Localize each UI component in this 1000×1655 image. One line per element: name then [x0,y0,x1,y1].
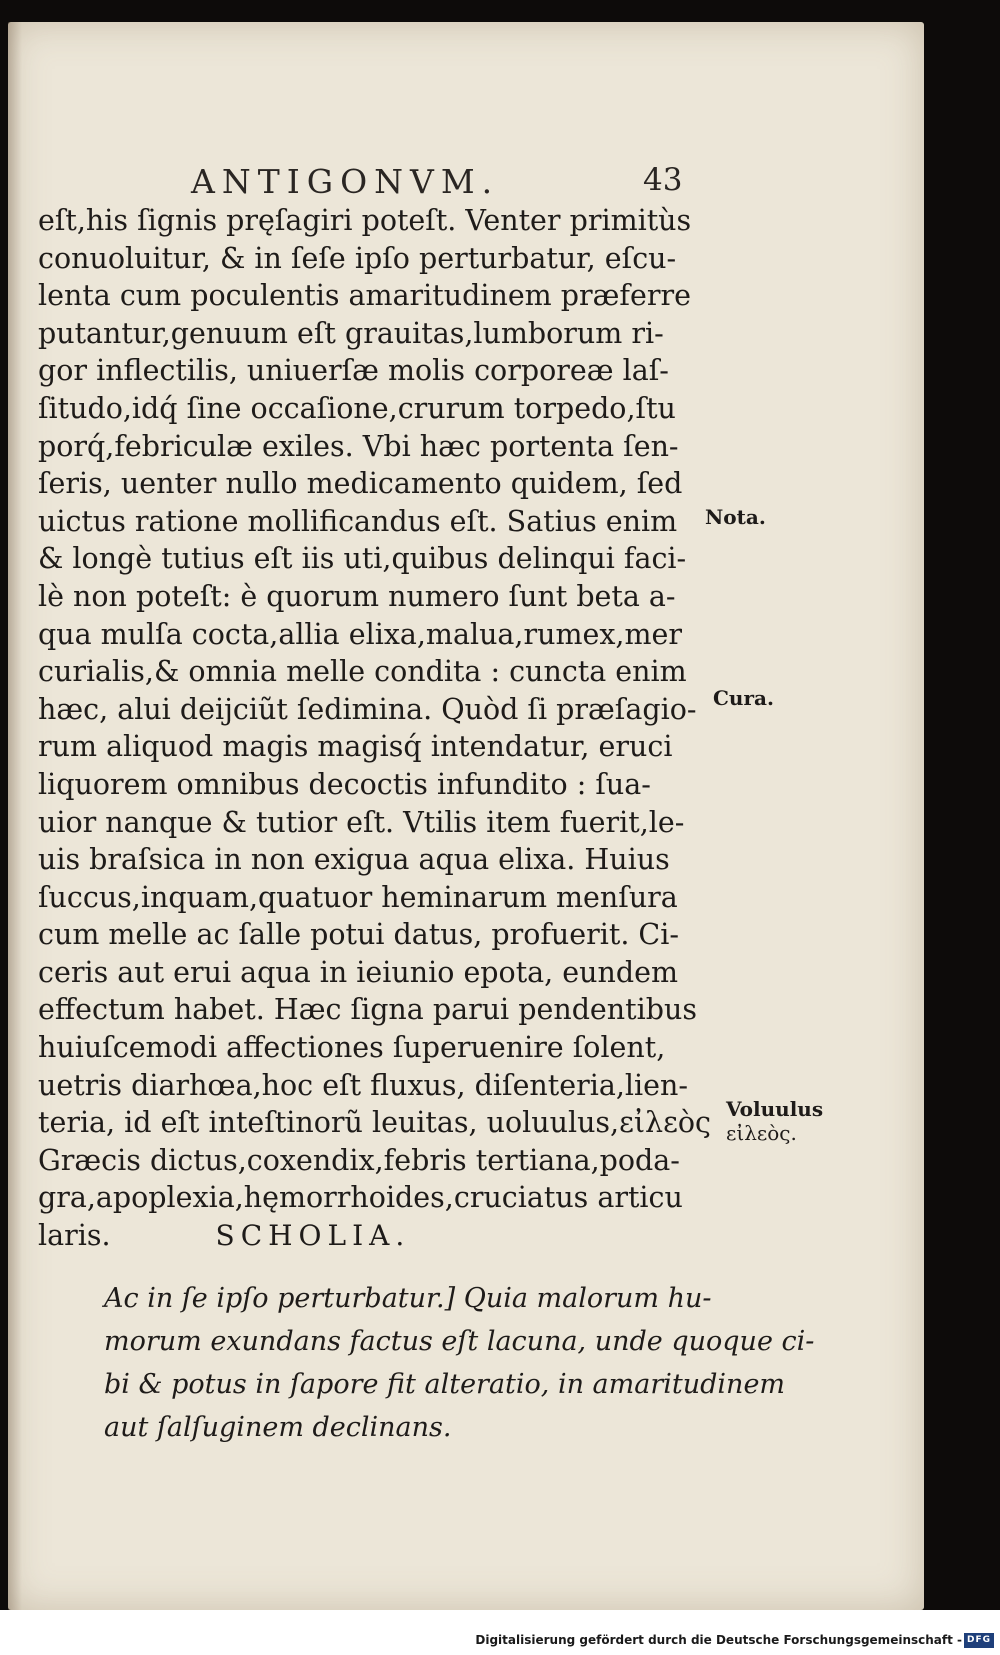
text-line: putantur,genuum eſt grauitas,lumborum ri- [38,316,664,350]
margin-note-cura: Cura. [713,686,774,710]
text-line: liquorem omnibus decoctis infundito : ſua- [38,767,651,801]
text-line: ſitudo,idq́ ſine occaſione,crurum torpedo,ſtu [38,391,676,425]
text-line: uictus ratione mollificandus eſt. Satius enim [38,504,678,538]
scholia-line: morum exundans factus eſt lacuna, unde quoque ci- [104,1326,815,1357]
text-line: conuoluitur, & in ſeſe ipſo perturbatur, eſcu- [38,241,677,275]
text-line: Græcis dictus,coxendix,febris tertiana,poda- [38,1143,680,1177]
page-header [183,150,703,200]
footer-strip [0,1610,1000,1655]
text-line: ceris aut erui aqua in ieiunio epota, eundem [38,955,678,989]
text-line: huiuſcemodi affectiones ſuperuenire ſolent, [38,1031,666,1065]
text-line: porq́,febriculæ exiles. Vbi hæc portenta ſen- [38,429,679,463]
margin-note-voluulus: Voluulus [726,1097,824,1121]
text-line: effectum habet. Hæc ſigna parui pendentibus [38,993,697,1027]
text-line: uis braſsica in non exigua aqua elixa. Huius [38,843,670,877]
scholia-text [104,1277,815,1449]
text-line: qua mulſa cocta,allia elixa,malua,rumex,mer [38,617,682,651]
text-line: hæc, alui deijciũt ſedimina. Quòd ſi præſagio- [38,692,697,726]
text-line: laris. [38,1219,111,1253]
text-line: ſeris, uenter nullo medicamento quidem, ſed [38,467,683,501]
margin-note-ileus: εἰλεὸς. [726,1121,797,1145]
text-line: cum melle ac ſalle potui datus, profuerit. Ci- [38,918,679,952]
text-line: rum aliquod magis magisq́ intendatur, eruci [38,730,673,764]
scholia-heading: SCHOLIA. [215,1219,411,1253]
text-line: teria, id eſt inteſtinorũ leuitas, uoluulus,εἰλεὸς [38,1106,711,1140]
text-line-last [38,1217,718,1255]
text-line: gor inflectilis, uniuerſæ molis corporeæ laſ- [38,354,669,388]
text-line: eſt,his ſignis pręſagiri poteſt. Venter primitùs [38,204,692,237]
body-text [38,202,718,1255]
text-line: gra,apoplexia,hęmorrhoides,cruciatus articu [38,1181,683,1215]
book-page [8,22,924,1610]
dfg-logo: DFG [964,1633,994,1648]
text-line: ſuccus,inquam,quatuor heminarum menſura [38,880,678,914]
scholia-line: Ac in ſe ipſo perturbatur.] Quia malorum hu- [104,1283,712,1314]
scholia-line: bi & potus in ſapore fit alteratio, in amaritudinem [104,1369,786,1400]
scholia-line: aut ſalſuginem declinans. [104,1412,452,1443]
text-line: lenta cum poculentis amaritudinem præferre [38,279,691,313]
text-line: uetris diarhœa,hoc eſt fluxus, diſenteria,lien- [38,1068,688,1102]
margin-note-nota: Nota. [705,505,766,529]
text-line: curialis,& omnia melle condita : cuncta enim [38,655,687,689]
text-line: uior nanque & tutior eſt. Vtilis item fuerit,le- [38,805,685,839]
text-line: & longè tutius eſt iis uti,quibus delinqui faci- [38,542,687,576]
running-title: ANTIGONVM. [191,162,500,201]
page-number: 43 [643,162,683,198]
text-line: lè non poteſt: è quorum numero ſunt beta a- [38,579,676,613]
funding-credit: Digitalisierung gefördert durch die Deutsche Forschungsgemeinschaft - [475,1633,962,1647]
